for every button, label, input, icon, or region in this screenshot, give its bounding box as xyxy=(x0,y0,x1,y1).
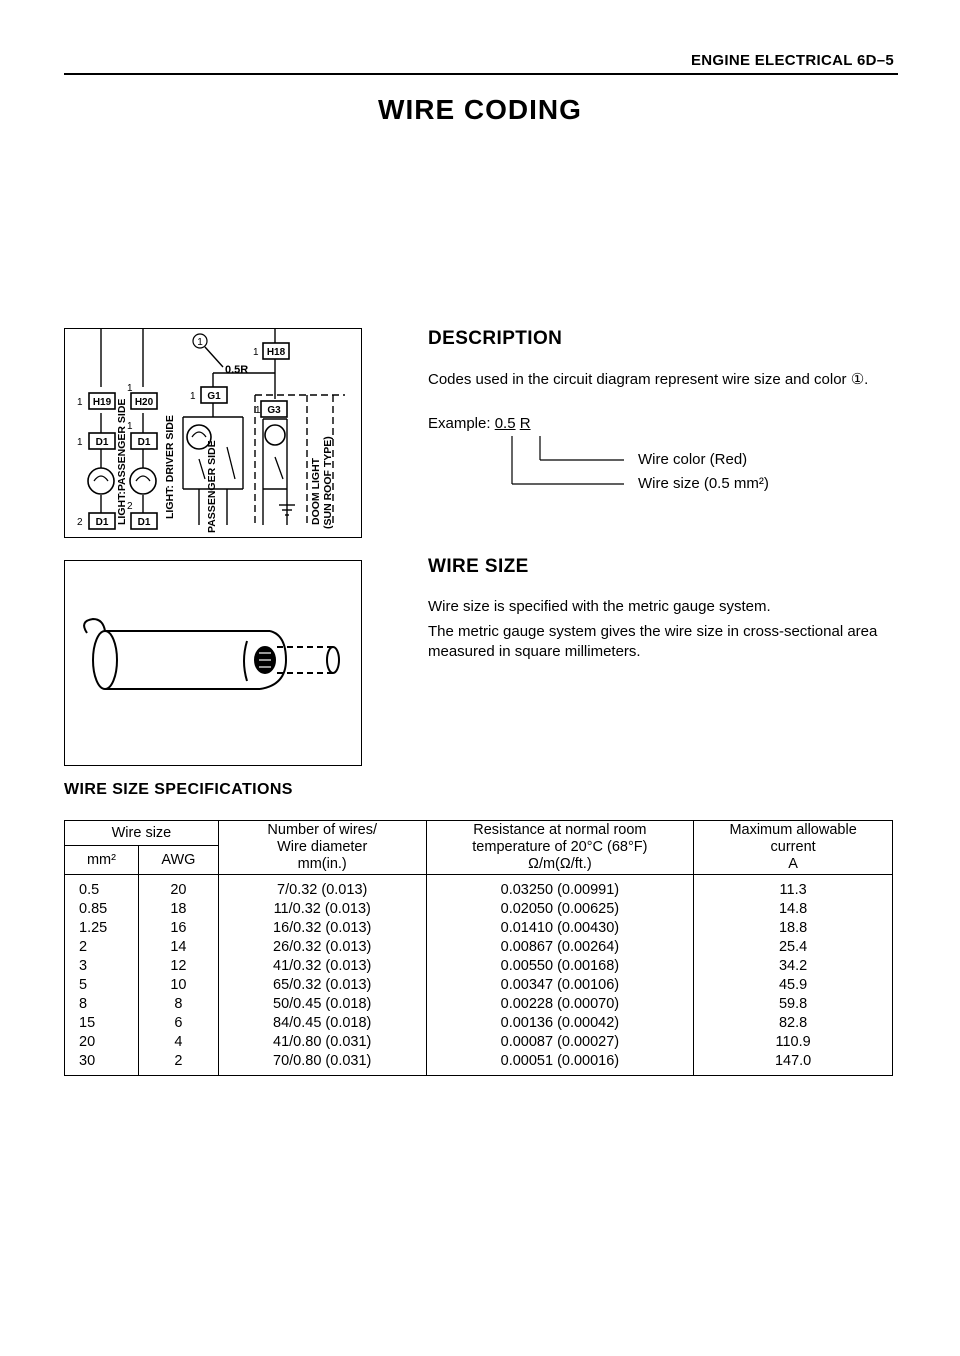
column-awg-values xyxy=(138,875,218,1076)
wire-cross-section-illustration xyxy=(65,561,361,765)
header-wire-size: Wire size xyxy=(65,821,219,846)
cell-mm2-6: 8 xyxy=(79,996,88,1012)
svg-text:1: 1 xyxy=(77,397,83,408)
svg-text:1: 1 xyxy=(197,337,203,348)
cell-wires-9: 70/0.80 (0.031) xyxy=(273,1053,372,1069)
label-light-driver-side: LIGHT: DRIVER SIDE xyxy=(164,415,176,519)
cell-awg-9: 2 xyxy=(174,1053,183,1069)
header-page: 6D–5 xyxy=(856,52,894,69)
header-section: ENGINE ELECTRICAL xyxy=(690,52,853,69)
cell-resistance-5: 0.00347 (0.00106) xyxy=(500,977,620,993)
cell-resistance-6: 0.00228 (0.00070) xyxy=(500,996,620,1012)
cell-resistance-3: 0.00867 (0.00264) xyxy=(500,939,620,955)
svg-text:1: 1 xyxy=(127,421,133,432)
cell-resistance-2: 0.01410 (0.00430) xyxy=(500,920,620,936)
wire-illustration-figure xyxy=(64,560,362,766)
cell-current-6: 59.8 xyxy=(778,996,808,1012)
specifications-heading: WIRE SIZE SPECIFICATIONS xyxy=(64,781,293,798)
description-heading: DESCRIPTION xyxy=(428,328,563,349)
connector-d1-a: D1 xyxy=(95,437,109,448)
label-light-passenger-side: LIGHT:PASSENGER SIDE xyxy=(116,398,128,525)
callout-wire-color: Wire color (Red) xyxy=(638,451,748,468)
example-code-color: R xyxy=(519,415,531,432)
cell-wires-4: 41/0.32 (0.013) xyxy=(273,958,372,974)
cell-wires-8: 41/0.80 (0.031) xyxy=(273,1034,372,1050)
connector-d1-c: D1 xyxy=(95,517,109,528)
running-header xyxy=(691,52,894,69)
cell-mm2-7: 15 xyxy=(79,1015,96,1031)
cell-wires-1: 11/0.32 (0.013) xyxy=(273,901,371,917)
cell-current-4: 34.2 xyxy=(778,958,808,974)
cell-awg-8: 4 xyxy=(174,1034,183,1050)
connector-d1-d: D1 xyxy=(137,517,151,528)
cell-awg-3: 14 xyxy=(170,939,187,955)
cell-current-1: 14.8 xyxy=(778,901,808,917)
connector-h18: H18 xyxy=(266,347,286,358)
cell-resistance-8: 0.00087 (0.00027) xyxy=(500,1034,620,1050)
cell-resistance-4: 0.00550 (0.00168) xyxy=(500,958,620,974)
header-number-of-wires: Number of wires/ Wire diameter mm(in.) xyxy=(218,821,426,875)
connector-d1-b: D1 xyxy=(137,437,151,448)
cell-current-8: 110.9 xyxy=(775,1034,811,1050)
column-current-values xyxy=(694,875,893,1076)
wire-size-paragraph-2: The metric gauge system gives the wire size in cross-sectional area measured in square millimeters. xyxy=(428,623,878,660)
cell-current-9: 147.0 xyxy=(774,1053,812,1069)
connector-h20: H20 xyxy=(134,397,154,408)
callout-wire-size: Wire size (0.5 mm²) xyxy=(638,475,769,492)
marker-circle-1-icon xyxy=(193,334,207,348)
cell-resistance-9: 0.00051 (0.00016) xyxy=(500,1053,620,1069)
connector-g1: G1 xyxy=(207,391,221,402)
cell-wires-5: 65/0.32 (0.013) xyxy=(273,977,372,993)
circuit-diagram-figure xyxy=(64,328,362,538)
wire-size-paragraph-1: Wire size is specified with the metric gauge system. xyxy=(428,598,771,615)
connector-g3: G3 xyxy=(267,405,281,416)
cell-awg-1: 18 xyxy=(170,901,187,917)
cell-wires-7: 84/0.45 (0.018) xyxy=(273,1015,372,1031)
header-rule xyxy=(64,73,898,75)
cell-mm2-9: 30 xyxy=(79,1053,96,1069)
header-mm2: mm² xyxy=(65,846,139,875)
cell-current-7: 82.8 xyxy=(778,1015,808,1031)
column-mm2-values xyxy=(65,875,139,1076)
cell-mm2-0: 0.5 xyxy=(79,882,100,898)
cell-awg-5: 10 xyxy=(170,977,187,993)
cell-current-2: 18.8 xyxy=(778,920,808,936)
svg-text:2: 2 xyxy=(127,501,133,512)
column-resistance-values xyxy=(426,875,694,1076)
circuit-diagram xyxy=(65,329,361,537)
svg-text:1: 1 xyxy=(255,405,261,416)
header-awg: AWG xyxy=(138,846,218,875)
example-code-size: 0.5 xyxy=(494,415,516,432)
header-resistance: Resistance at normal room temperature of 20°C (68°F) Ω/m(Ω/ft.) xyxy=(426,821,694,875)
cell-awg-7: 6 xyxy=(174,1015,183,1031)
cell-wires-0: 7/0.32 (0.013) xyxy=(277,882,368,898)
cell-current-5: 45.9 xyxy=(778,977,808,993)
cell-awg-0: 20 xyxy=(170,882,187,898)
page-title: WIRE CODING xyxy=(378,94,582,125)
cell-mm2-2: 1.25 xyxy=(79,920,108,936)
example-callout xyxy=(428,418,898,498)
specifications-data xyxy=(65,875,893,1076)
column-wires-values xyxy=(218,875,426,1076)
description-paragraph: Codes used in the circuit diagram represent wire size and color ①. xyxy=(428,371,869,388)
label-passenger-side: PASSENGER SIDE xyxy=(206,440,218,533)
cell-mm2-5: 5 xyxy=(79,977,88,993)
cell-mm2-1: 0.85 xyxy=(79,901,108,917)
cell-wires-2: 16/0.32 (0.013) xyxy=(273,920,372,936)
cell-current-0: 11.3 xyxy=(779,882,807,898)
cell-current-3: 25.4 xyxy=(778,939,808,955)
wire-size-heading: WIRE SIZE xyxy=(428,556,529,577)
svg-text:2: 2 xyxy=(77,517,83,528)
svg-text:1: 1 xyxy=(253,347,259,358)
cell-wires-3: 26/0.32 (0.013) xyxy=(273,939,372,955)
cell-awg-6: 8 xyxy=(174,996,183,1012)
cell-resistance-0: 0.03250 (0.00991) xyxy=(500,882,620,898)
svg-text:1: 1 xyxy=(190,391,196,402)
example-label: Example: xyxy=(428,415,491,432)
cell-mm2-8: 20 xyxy=(79,1034,96,1050)
header-max-current: Maximum allowable current A xyxy=(694,821,893,875)
cell-resistance-1: 0.02050 (0.00625) xyxy=(500,901,620,917)
svg-text:1: 1 xyxy=(77,437,83,448)
wire-size-specifications-table xyxy=(64,820,893,1076)
svg-text:1: 1 xyxy=(127,383,133,394)
cell-wires-6: 50/0.45 (0.018) xyxy=(273,996,372,1012)
label-doom-light: DOOM LIGHT xyxy=(310,457,322,525)
connector-h19: H19 xyxy=(92,397,112,408)
label-sun-roof-type: (SUN ROOF TYPE) xyxy=(322,436,334,529)
cell-mm2-4: 3 xyxy=(79,958,88,974)
cell-awg-4: 12 xyxy=(170,958,187,974)
cell-awg-2: 16 xyxy=(170,920,187,936)
cell-mm2-3: 2 xyxy=(79,939,88,955)
wire-code-label: 0.5R xyxy=(225,364,249,376)
cell-resistance-7: 0.00136 (0.00042) xyxy=(500,1015,620,1031)
